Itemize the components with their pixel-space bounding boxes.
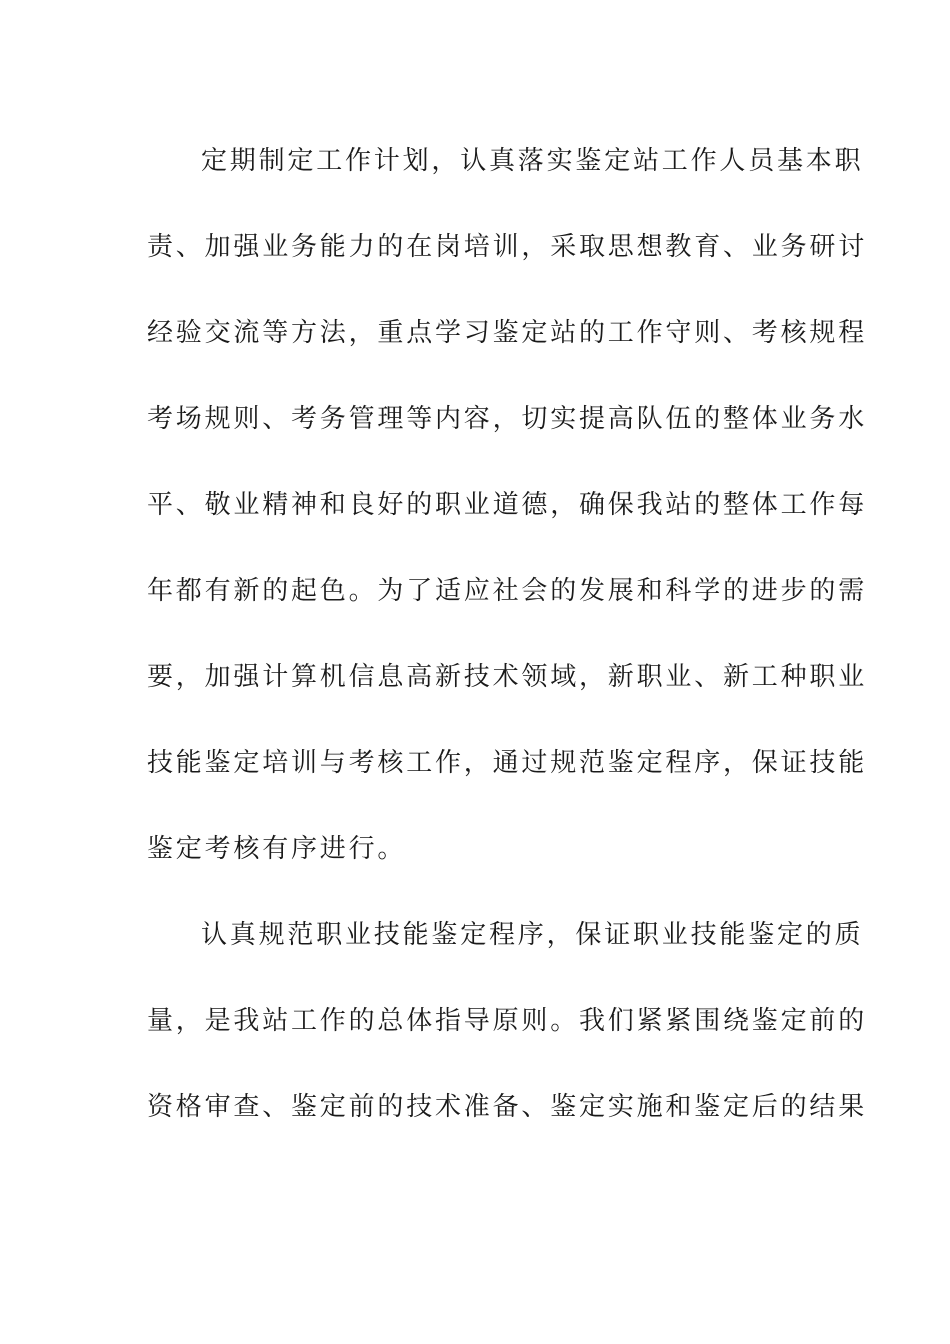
paragraph-line: 经验交流等方法，重点学习鉴定站的工作守则、考核规程 <box>147 318 868 348</box>
paragraph-line: 要，加强计算机信息高新技术领域，新职业、新工种职业 <box>147 662 868 692</box>
paragraph-line: 责、加强业务能力的在岗培训，采取思想教育、业务研讨 <box>147 232 868 262</box>
paragraph-1 <box>147 135 868 909</box>
paragraph-line: 考场规则、考务管理等内容，切实提高队伍的整体业务水 <box>147 404 868 434</box>
paragraph-line: 平、敬业精神和良好的职业道德，确保我站的整体工作每 <box>147 490 868 520</box>
paragraph-line: 认真规范职业技能鉴定程序，保证职业技能鉴定的质 <box>201 920 864 950</box>
paragraph-line: 资格审查、鉴定前的技术准备、鉴定实施和鉴定后的结果 <box>147 1092 868 1122</box>
document-body <box>147 135 868 1167</box>
paragraph-line: 鉴定考核有序进行。 <box>147 834 407 864</box>
paragraph-line: 定期制定工作计划，认真落实鉴定站工作人员基本职 <box>201 146 864 176</box>
paragraph-line: 年都有新的起色。为了适应社会的发展和科学的进步的需 <box>147 576 868 606</box>
paragraph-line: 量，是我站工作的总体指导原则。我们紧紧围绕鉴定前的 <box>147 1006 868 1036</box>
paragraph-line: 技能鉴定培训与考核工作，通过规范鉴定程序，保证技能 <box>147 748 868 778</box>
paragraph-2 <box>147 909 868 1167</box>
